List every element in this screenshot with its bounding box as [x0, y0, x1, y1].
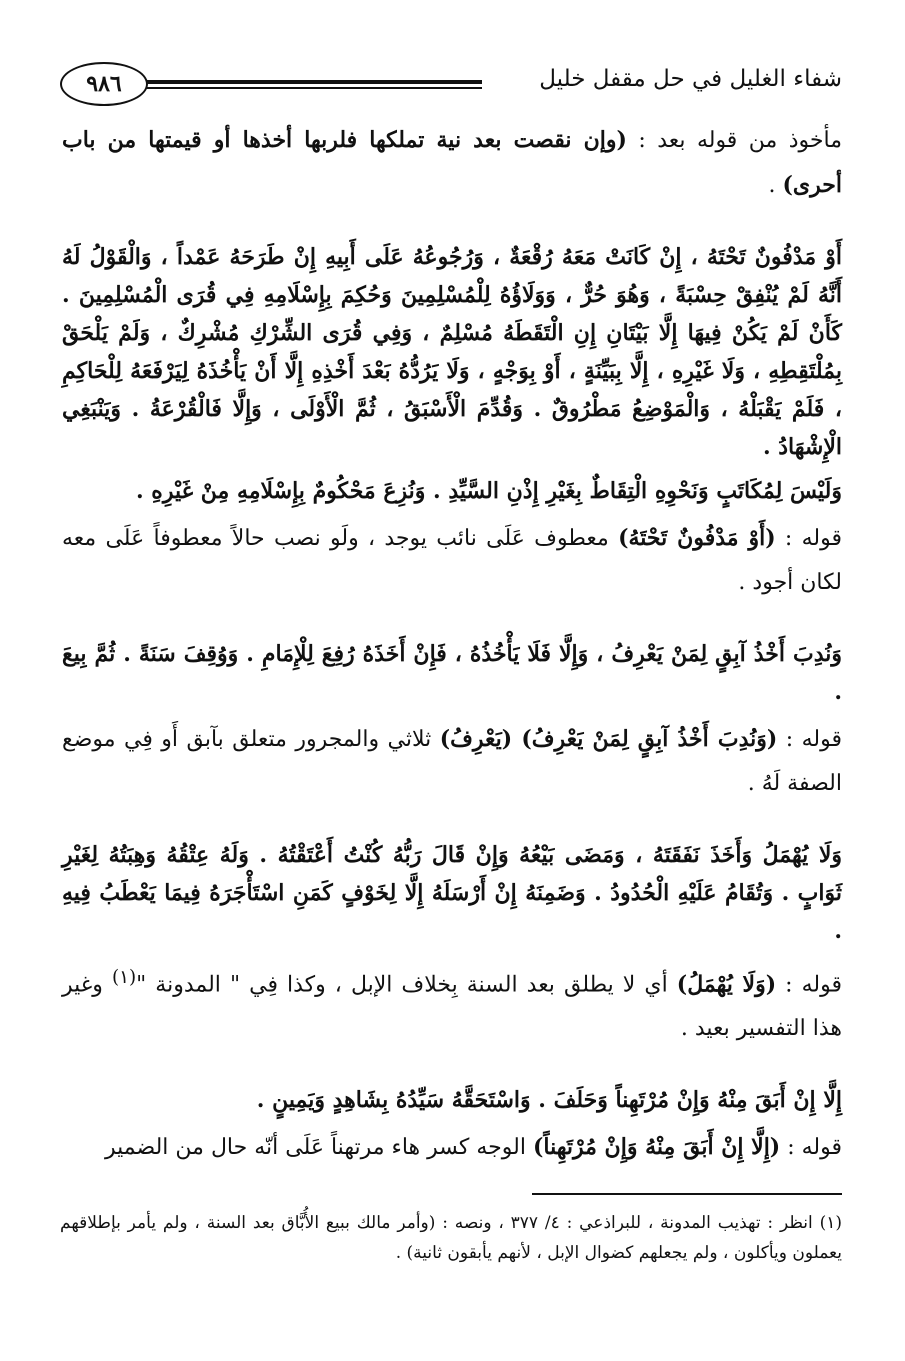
matn-paragraph: وَلَيْسَ لِمُكَاتَبٍ وَنَحْوِهِ الْتِقَاطٌ بِغَيْرِ إِذْنِ السَّيِّدِ . وَنُزِعَ مَحْكُومٌ بِإِسْلَامِهِ مِنْ غَيْرِهِ .: [135, 478, 842, 504]
commentary-text: ثلاثي والمجرور متعلق بآبق أَو فِي موضع الصفة لَهُ .: [62, 727, 842, 796]
matn-paragraph: وَلَا يُهْمَلُ وَأَخَذَ نَفَقَتَهُ ، وَمَضَى بَيْعُهُ وَإِنْ قَالَ رَبُّهُ كُنْتُ أَعْتَقْتُهُ . وَلَهُ عِتْقُهُ وَهِبَتُهُ لِغَيْرِ ثَوَابٍ . وَتُقَامُ عَلَيْهِ الْحُدُودُ . وَضَمِنَهُ إِنْ أَرْسَلَهُ إِلَّا لِخَوْفٍ كَمَنِ اسْتَأْجَرَهُ فِيمَا يَعْطَبُ فِيهِ .: [62, 842, 842, 944]
quoted-lemma: (إِلَّا إِنْ أَبَقَ مِنْهُ وَإِنْ مُرْتَهِناً): [532, 1134, 781, 1161]
commentary-text: وغير هذا التفسير بعيد .: [62, 972, 842, 1042]
header-rule-thin: [146, 87, 482, 89]
commentary-lead: قوله :: [780, 1135, 842, 1161]
quoted-lemma: (وَنُدِبَ أَخْذُ آبِقٍ لِمَنْ يَعْرِفُ) (يَعْرِفُ): [439, 726, 778, 752]
commentary-text: .: [768, 173, 783, 198]
quoted-lemma: (أَوْ مَدْفُونٌ تَحْتَهُ): [618, 525, 776, 551]
commentary-text: مأخوذ من قوله بعد :: [626, 128, 842, 153]
footnote-separator: [532, 1193, 842, 1195]
footnote: (١) انظر : تهذيب المدونة ، للبراذعي : ٤/ ٣٧٧ ، ونصه : (وأمر مالك ببيع الأُبَّاق بعد السنة ، ولم يأمر بإطلاقهم يعملون ويأكلون ، ولم يجعلهم كضوال الإبل ، لأنهم يأبقون ثانية) .: [60, 1213, 842, 1263]
commentary-text: معطوف عَلَى نائب يوجد ، ولَو نصب حالاً معطوفاً عَلَى معه لكان أجود .: [62, 526, 842, 595]
commentary-lead: قوله :: [775, 526, 842, 551]
commentary-paragraph: [62, 717, 842, 806]
matn-paragraph: أَوْ مَدْفُونٌ تَحْتَهُ ، إِنْ كَانَتْ مَعَهُ رُقْعَةٌ ، وَرُجُوعُهُ عَلَى أَبِيهِ إِنْ طَرَحَهُ عَمْداً ، وَالْقَوْلُ لَهُ أَنَّهُ لَمْ يُنْفِقْ حِسْبَةً ، وَهُوَ حُرٌّ ، وَوَلَاؤُهُ لِلْمُسْلِمِينَ وَحُكِمَ بِإِسْلَامِهِ فِي قُرَى الْمُسْلِمِينَ . كَأَنْ لَمْ يَكُنْ فِيهَا إِلَّا بَيْتَانِ إِنِ الْتَقَطَهُ مُسْلِمٌ ، وَفِي قُرَى الشِّرْكِ مُشْرِكٌ ، وَلَمْ يَلْحَقْ بِمُلْتَقِطِهِ ، وَلَا غَيْرِهِ ، إِلَّا بِبَيِّنَةٍ ، أَوْ بِوَجْهٍ ، وَلَا يَرُدُّهُ بَعْدَ أَخْذِهِ إِلَّا أَنْ يَأْخُذَهُ لِيَرْفَعَهُ لِلْحَاكِمِ ، فَلَمْ يَقْبَلْهُ ، وَالْمَوْضِعُ مَطْرُوقٌ . وَقُدِّمَ الْأَسْبَقُ ، ثُمَّ الْأَوْلَى ، وَإِلَّا فَالْقُرْعَةُ . وَيَنْبَغِي الْإِشْهَادُ .: [62, 244, 842, 460]
quoted-lemma: (وإن نقصت بعد نية تملكها فلربها أخذها أو قيمتها من باب أحرى): [62, 127, 842, 198]
running-title: شفاء الغليل في حل مقفل خليل: [539, 66, 842, 92]
page-body: [62, 118, 842, 1180]
header-rule: [146, 80, 482, 84]
footnote-ref[interactable]: (١): [111, 967, 137, 988]
page-number: ٩٨٦: [60, 62, 148, 106]
matn-paragraph: إِلَّا إِنْ أَبَقَ مِنْهُ وَإِنْ مُرْتَهِناً وَحَلَفَ . وَاسْتَحَقَّهُ سَيِّدُهُ بِشَاهِدٍ وَيَمِينٍ .: [256, 1087, 842, 1114]
commentary-paragraph: [62, 956, 842, 1051]
commentary-paragraph: [62, 516, 842, 605]
commentary-paragraph: [62, 1125, 842, 1170]
commentary-lead: قوله :: [777, 727, 843, 752]
commentary-text: أي لا يطلق بعد السنة بِخلاف الإبل ، وكذا فِي " المدونة ": [136, 972, 677, 998]
quoted-lemma: (وَلَا يُهْمَلُ): [676, 971, 777, 998]
commentary-text: الوجه كسر هاء مرتهناً عَلَى أنّه حال من الضمير: [105, 1135, 533, 1161]
commentary-paragraph: [62, 118, 842, 208]
matn-paragraph: وَنُدِبَ أَخْذُ آبِقٍ لِمَنْ يَعْرِفُ ، وَإِلَّا فَلَا يَأْخُذُهُ ، فَإِنْ أَخَذَهُ رُفِعَ لِلْإِمَامِ . وَوُقِفَ سَنَةً . ثُمَّ بِيعَ .: [62, 641, 842, 705]
commentary-lead: قوله :: [776, 972, 842, 998]
page-header: [60, 60, 842, 108]
